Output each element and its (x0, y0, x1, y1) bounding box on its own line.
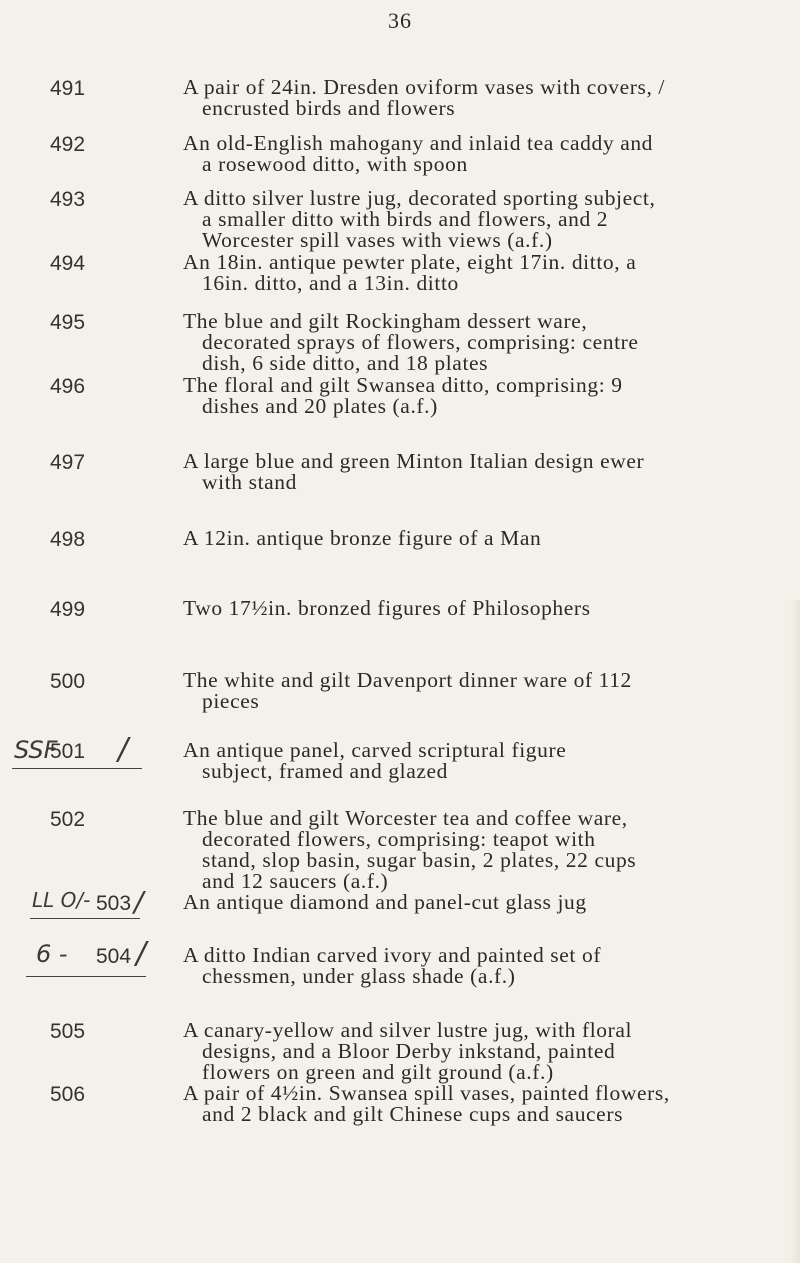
page-edge-shadow (790, 600, 800, 1263)
lot-number-496: 496 (50, 375, 86, 398)
lot-line: A large blue and green Minton Italian design ewer (183, 449, 645, 473)
lot-number-492: 492 (50, 133, 86, 156)
lot-description-492 (183, 133, 743, 175)
lot-line: dish, 6 side ditto, and 18 plates (202, 351, 489, 375)
lot-line: An antique diamond and panel-cut glass jug (183, 890, 587, 914)
lot-description-501 (183, 740, 743, 782)
lot-line: and 12 saucers (a.f.) (202, 869, 389, 893)
lot-number-498: 498 (50, 528, 86, 551)
lot-description-493 (183, 188, 743, 251)
lot-line: The blue and gilt Worcester tea and coffee ware, (183, 806, 628, 830)
lot-line: encrusted birds and flowers (202, 96, 456, 120)
lot-description-491 (183, 77, 743, 119)
lot-number-495: 495 (50, 311, 86, 334)
handwritten-underline (26, 976, 146, 977)
lot-description-506 (183, 1083, 743, 1125)
lot-description-502 (183, 808, 743, 892)
lot-line: A 12in. antique bronze figure of a Man (183, 526, 542, 550)
handwritten-price-504: 6 - (36, 940, 68, 968)
lot-description-503 (183, 892, 743, 913)
handwritten-slash-mark: / (136, 936, 147, 971)
lot-line: chessmen, under glass shade (a.f.) (202, 964, 516, 988)
lot-number-493: 493 (50, 188, 86, 211)
handwritten-underline (12, 768, 142, 769)
lot-number-499: 499 (50, 598, 86, 621)
lot-line: An old-English mahogany and inlaid tea caddy and (183, 131, 654, 155)
lot-line: decorated flowers, comprising: teapot with (202, 827, 596, 851)
lot-line: A canary-yellow and silver lustre jug, with floral (183, 1018, 633, 1042)
lot-line: A pair of 4½in. Swansea spill vases, painted flowers, (183, 1081, 670, 1105)
lot-number-497: 497 (50, 451, 86, 474)
lot-description-505 (183, 1020, 743, 1083)
handwritten-price-501: SSF (14, 736, 58, 764)
lot-number-501: 501 (50, 740, 86, 763)
lot-line: The floral and gilt Swansea ditto, comprising: 9 (183, 373, 623, 397)
lot-description-497 (183, 451, 743, 493)
lot-line: stand, slop basin, sugar basin, 2 plates, 22 cups (202, 848, 637, 872)
lot-number-503: 503 (96, 892, 132, 915)
lot-description-494 (183, 252, 743, 294)
page-number: 36 (388, 8, 412, 33)
lot-description-500 (183, 670, 743, 712)
lot-description-496 (183, 375, 743, 417)
handwritten-slash-mark: / (118, 732, 129, 767)
lot-number-502: 502 (50, 808, 86, 831)
lot-line: flowers on green and gilt ground (a.f.) (202, 1060, 554, 1084)
lot-line: Two 17½in. bronzed figures of Philosophers (183, 596, 591, 620)
lot-line: Worcester spill vases with views (a.f.) (202, 228, 553, 252)
handwritten-slash-mark: / (134, 885, 144, 918)
lot-line: A ditto silver lustre jug, decorated sporting subject, (183, 186, 656, 210)
lot-line: and 2 black and gilt Chinese cups and saucers (202, 1102, 624, 1126)
lot-line: dishes and 20 plates (a.f.) (202, 394, 438, 418)
lot-line: A ditto Indian carved ivory and painted set of (183, 943, 602, 967)
lot-line: An antique panel, carved scriptural figure (183, 738, 567, 762)
lot-line: 16in. ditto, and a 13in. ditto (202, 271, 459, 295)
lot-line: a rosewood ditto, with spoon (202, 152, 468, 176)
lot-description-495 (183, 311, 743, 374)
lot-number-505: 505 (50, 1020, 86, 1043)
lot-line: An 18in. antique pewter plate, eight 17in. ditto, a (183, 250, 637, 274)
handwritten-underline (30, 918, 140, 919)
lot-number-491: 491 (50, 77, 86, 100)
lot-description-499 (183, 598, 743, 619)
lot-description-504 (183, 945, 743, 987)
lot-number-506: 506 (50, 1083, 86, 1106)
lot-number-494: 494 (50, 252, 86, 275)
lot-line: a smaller ditto with birds and flowers, and 2 (202, 207, 609, 231)
lot-line: The white and gilt Davenport dinner ware of 112 (183, 668, 632, 692)
lot-line: decorated sprays of flowers, comprising: centre (202, 330, 639, 354)
lot-line: pieces (202, 689, 260, 713)
lot-line: designs, and a Bloor Derby inkstand, painted (202, 1039, 616, 1063)
lot-line: with stand (202, 470, 297, 494)
lot-number-500: 500 (50, 670, 86, 693)
lot-line: The blue and gilt Rockingham dessert ware, (183, 309, 588, 333)
lot-number-504: 504 (96, 945, 132, 968)
lot-description-498 (183, 528, 743, 549)
handwritten-price-503: LL O/- (32, 888, 91, 912)
lot-line: subject, framed and glazed (202, 759, 449, 783)
lot-line: A pair of 24in. Dresden oviform vases with covers, / (183, 75, 666, 99)
